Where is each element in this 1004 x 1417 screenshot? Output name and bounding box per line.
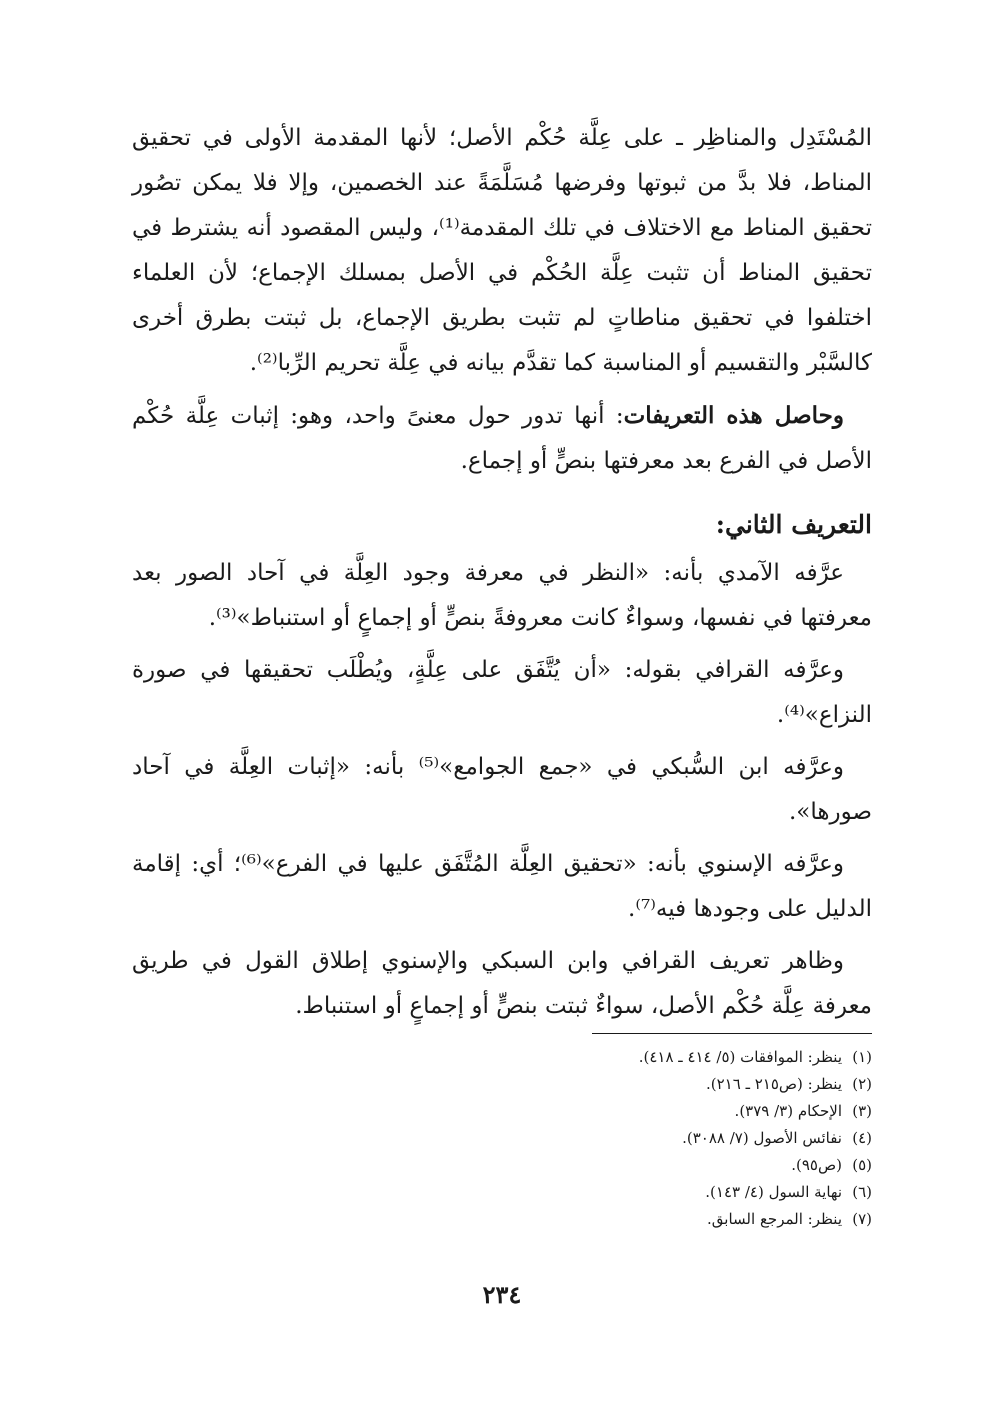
paragraph-6: وعرَّفه الإسنوي بأنه: «تحقيق العِلَّة المُتَّفَق عليها في الفرع»⁽⁶⁾؛ أي: إقامة الدليل على وجودها فيه⁽⁷⁾. bbox=[132, 851, 872, 922]
footnote bbox=[132, 1152, 872, 1179]
footnote bbox=[132, 1071, 872, 1098]
paragraph-4: وعرَّفه القرافي بقوله: «أن يُتَّفَق على عِلَّةٍ، ويُطْلَب تحقيقها في صورة النزاع»⁽⁴⁾. bbox=[132, 657, 872, 728]
footnote-separator bbox=[592, 1033, 872, 1034]
footnote-number: (٢) bbox=[852, 1075, 872, 1093]
footnote-text: نفائس الأصول (٧/ ٣٠٨٨). bbox=[682, 1129, 842, 1147]
footnote-text: نهاية السول (٤/ ١٤٣). bbox=[705, 1183, 842, 1201]
footnote-text: الإحكام (٣/ ٣٧٩). bbox=[734, 1102, 842, 1120]
paragraph-5: وعرَّفه ابن السُّبكي في «جمع الجوامع»⁽⁵⁾ بأنه: «إثبات العِلَّة في آحاد صورها». bbox=[132, 754, 872, 825]
paragraph-1: المُسْتَدِل والمناظِر ـ على عِلَّة حُكْم الأصل؛ لأنها المقدمة الأولى في تحقيق المناط، فلا بدَّ من ثبوتها وفرضها مُسَلَّمَةً عند الخصمين، وإلا فلا يمكن تصُور تحقيق المناط مع الاختلاف في تلك المقدمة⁽¹⁾، وليس المقصود أنه يشترط في تحقيق المناط أن تثبت عِلَّة الحُكْم في الأصل بمسلك الإجماع؛ لأن العلماء اختلفوا في تحقيق مناطاتٍ لم تثبت بطريق الإجماع، بل ثبتت بطرق أخرى كالسَّبْر والتقسيم أو المناسبة كما تقدَّم بيانه في عِلَّة تحريم الرِّبا⁽²⁾. bbox=[132, 125, 873, 376]
footnote-number: (٥) bbox=[852, 1156, 872, 1174]
footnotes bbox=[132, 1044, 872, 1233]
paragraph-2-lead: وحاصل هذه التعريفات bbox=[623, 402, 844, 429]
footnote-text: (ص٩٥). bbox=[791, 1156, 842, 1174]
paragraph-3: عرَّفه الآمدي بأنه: «النظر في معرفة وجود العِلَّة في آحاد الصور بعد معرفتها في نفسها، وسواءٌ كانت معروفةً بنصٍّ أو إجماعٍ أو استنباط»⁽³⁾. bbox=[132, 560, 872, 631]
footnote-text: ينظر: الموافقات (٥/ ٤١٤ ـ ٤١٨). bbox=[638, 1048, 842, 1066]
paragraph-2-rest: : أنها تدور حول معنىً واحد، وهو: إثبات عِلَّة حُكْم الأصل في الفرع بعد معرفتها بنصٍّ أو إجماع. bbox=[132, 403, 872, 474]
footnote bbox=[132, 1098, 872, 1125]
paragraph-2 bbox=[132, 393, 872, 484]
footnote-number: (٣) bbox=[852, 1102, 872, 1120]
footnote bbox=[132, 1206, 872, 1233]
footnote-number: (٧) bbox=[852, 1210, 872, 1228]
footnote bbox=[132, 1179, 872, 1206]
paragraph-7: وظاهر تعريف القرافي وابن السبكي والإسنوي إطلاق القول في طريق معرفة عِلَّة حُكْم الأصل، سواءٌ ثبتت بنصٍّ أو إجماعٍ أو استنباط. bbox=[132, 948, 872, 1019]
footnote bbox=[132, 1125, 872, 1152]
footnote-text: ينظر: المرجع السابق. bbox=[707, 1210, 842, 1228]
main-text bbox=[132, 116, 872, 1036]
footnote-text: ينظر: (ص٢١٥ ـ ٢١٦). bbox=[706, 1075, 842, 1093]
footnote-number: (٦) bbox=[852, 1183, 872, 1201]
page-number: ٢٣٤ bbox=[482, 1280, 522, 1309]
section-heading: التعريف الثاني: bbox=[715, 510, 872, 539]
footnote bbox=[132, 1044, 872, 1071]
footnote-number: (٤) bbox=[852, 1129, 872, 1147]
footnote-number: (١) bbox=[852, 1048, 872, 1066]
